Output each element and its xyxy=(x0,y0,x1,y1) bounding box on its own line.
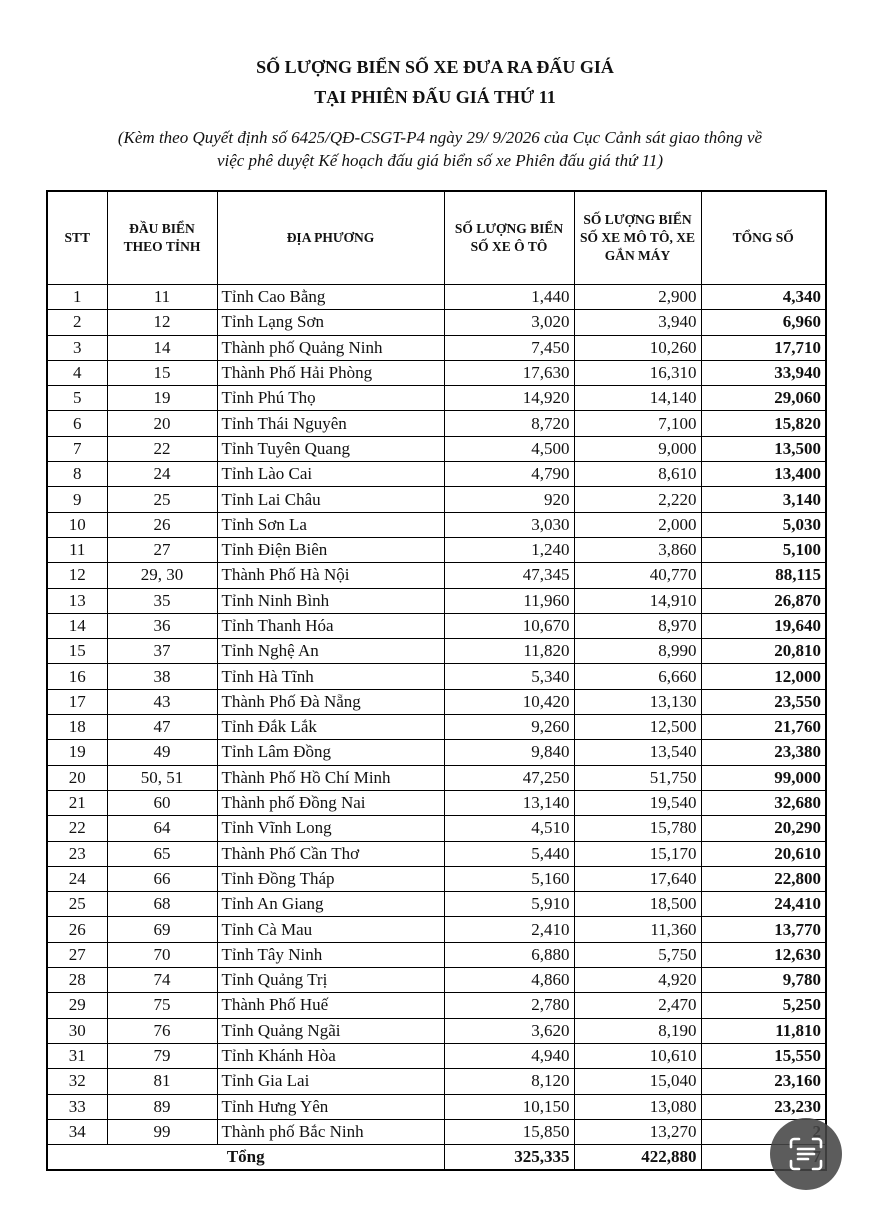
cell-dia-phuong: Tỉnh Tuyên Quang xyxy=(217,436,444,461)
cell-stt: 11 xyxy=(47,537,107,562)
cell-tong: 15,550 xyxy=(701,1043,826,1068)
cell-dia-phuong: Tỉnh Phú Thọ xyxy=(217,386,444,411)
cell-dau-bien: 14 xyxy=(107,335,217,360)
cell-dau-bien: 74 xyxy=(107,968,217,993)
document-title-line1: SỐ LƯỢNG BIỂN SỐ XE ĐƯA RA ĐẤU GIÁ xyxy=(256,57,614,77)
table-row xyxy=(47,1119,826,1144)
cell-dia-phuong: Tỉnh Điện Biên xyxy=(217,537,444,562)
header-oto: SỐ LƯỢNG BIỂN SỐ XE Ô TÔ xyxy=(444,191,574,285)
cell-moto: 16,310 xyxy=(574,360,701,385)
cell-tong: 23,230 xyxy=(701,1094,826,1119)
cell-oto: 8,720 xyxy=(444,411,574,436)
cell-stt: 23 xyxy=(47,841,107,866)
cell-tong: 13,770 xyxy=(701,917,826,942)
cell-dau-bien: 50, 51 xyxy=(107,765,217,790)
cell-oto: 920 xyxy=(444,487,574,512)
cell-stt: 32 xyxy=(47,1069,107,1094)
cell-dia-phuong: Thành Phố Hà Nội xyxy=(217,563,444,588)
table-row xyxy=(47,386,826,411)
cell-stt: 19 xyxy=(47,740,107,765)
cell-moto: 8,190 xyxy=(574,1018,701,1043)
cell-tong: 3,140 xyxy=(701,487,826,512)
cell-tong: 23,550 xyxy=(701,689,826,714)
cell-dia-phuong: Tỉnh Thái Nguyên xyxy=(217,411,444,436)
cell-stt: 20 xyxy=(47,765,107,790)
cell-oto: 1,440 xyxy=(444,285,574,310)
table-total-row xyxy=(47,1145,826,1171)
cell-moto: 6,660 xyxy=(574,664,701,689)
cell-moto: 17,640 xyxy=(574,866,701,891)
cell-stt: 34 xyxy=(47,1119,107,1144)
cell-dia-phuong: Tỉnh Đắk Lắk xyxy=(217,715,444,740)
cell-stt: 28 xyxy=(47,968,107,993)
cell-moto: 2,900 xyxy=(574,285,701,310)
cell-tong: 26,870 xyxy=(701,588,826,613)
cell-dia-phuong: Tỉnh Quảng Trị xyxy=(217,968,444,993)
table-row xyxy=(47,1043,826,1068)
cell-tong: 24,410 xyxy=(701,892,826,917)
cell-tong: 5,100 xyxy=(701,537,826,562)
cell-stt: 26 xyxy=(47,917,107,942)
cell-dia-phuong: Tỉnh An Giang xyxy=(217,892,444,917)
cell-dia-phuong: Thành phố Bắc Ninh xyxy=(217,1119,444,1144)
cell-dau-bien: 38 xyxy=(107,664,217,689)
cell-oto: 2,410 xyxy=(444,917,574,942)
table-row xyxy=(47,993,826,1018)
cell-stt: 13 xyxy=(47,588,107,613)
cell-stt: 24 xyxy=(47,866,107,891)
cell-stt: 27 xyxy=(47,942,107,967)
table-row xyxy=(47,537,826,562)
cell-oto: 5,910 xyxy=(444,892,574,917)
cell-moto: 15,040 xyxy=(574,1069,701,1094)
cell-dia-phuong: Thành Phố Đà Nẵng xyxy=(217,689,444,714)
cell-dia-phuong: Tỉnh Cà Mau xyxy=(217,917,444,942)
cell-stt: 16 xyxy=(47,664,107,689)
cell-oto: 3,030 xyxy=(444,512,574,537)
cell-moto: 15,780 xyxy=(574,816,701,841)
cell-oto: 11,960 xyxy=(444,588,574,613)
cell-moto: 2,000 xyxy=(574,512,701,537)
cell-oto: 15,850 xyxy=(444,1119,574,1144)
cell-moto: 15,170 xyxy=(574,841,701,866)
cell-oto: 3,620 xyxy=(444,1018,574,1043)
cell-dau-bien: 76 xyxy=(107,1018,217,1043)
cell-tong: 22,800 xyxy=(701,866,826,891)
table-row xyxy=(47,613,826,638)
cell-moto: 4,920 xyxy=(574,968,701,993)
cell-dau-bien: 25 xyxy=(107,487,217,512)
cell-dia-phuong: Tỉnh Vĩnh Long xyxy=(217,816,444,841)
cell-dia-phuong: Tỉnh Quảng Ngãi xyxy=(217,1018,444,1043)
cell-stt: 5 xyxy=(47,386,107,411)
table-row xyxy=(47,892,826,917)
cell-moto: 8,610 xyxy=(574,462,701,487)
cell-dau-bien: 11 xyxy=(107,285,217,310)
cell-stt: 21 xyxy=(47,790,107,815)
cell-dia-phuong: Tỉnh Thanh Hóa xyxy=(217,613,444,638)
cell-tong: 29,060 xyxy=(701,386,826,411)
document-title-line2: TẠI PHIÊN ĐẤU GIÁ THỨ 11 xyxy=(314,87,556,107)
cell-tong: 4,340 xyxy=(701,285,826,310)
cell-oto: 5,160 xyxy=(444,866,574,891)
cell-oto: 7,450 xyxy=(444,335,574,360)
cell-dia-phuong: Tỉnh Ninh Bình xyxy=(217,588,444,613)
subtitle-line1: (Kèm theo Quyết định số 6425/QĐ-CSGT-P4 ngày 29/ 9/2026 của Cục Cảnh sát giao thông về xyxy=(117,128,763,147)
cell-dia-phuong: Tỉnh Cao Bằng xyxy=(217,285,444,310)
cell-dia-phuong: Tỉnh Đồng Tháp xyxy=(217,866,444,891)
cell-moto: 2,470 xyxy=(574,993,701,1018)
cell-stt: 6 xyxy=(47,411,107,436)
cell-tong: 12,000 xyxy=(701,664,826,689)
cell-tong: 6,960 xyxy=(701,310,826,335)
cell-stt: 17 xyxy=(47,689,107,714)
cell-tong: 23,380 xyxy=(701,740,826,765)
cell-moto: 7,100 xyxy=(574,411,701,436)
cell-oto: 1,240 xyxy=(444,537,574,562)
table-row xyxy=(47,689,826,714)
cell-stt: 18 xyxy=(47,715,107,740)
cell-dia-phuong: Tỉnh Sơn La xyxy=(217,512,444,537)
cell-dau-bien: 37 xyxy=(107,639,217,664)
cell-moto: 12,500 xyxy=(574,715,701,740)
cell-dau-bien: 99 xyxy=(107,1119,217,1144)
table-row xyxy=(47,512,826,537)
cell-tong: 88,115 xyxy=(701,563,826,588)
cell-dau-bien: 79 xyxy=(107,1043,217,1068)
cell-oto: 4,860 xyxy=(444,968,574,993)
cell-stt: 31 xyxy=(47,1043,107,1068)
scan-text-button[interactable] xyxy=(770,1118,842,1190)
cell-dia-phuong: Tỉnh Hưng Yên xyxy=(217,1094,444,1119)
cell-oto: 4,510 xyxy=(444,816,574,841)
table-row xyxy=(47,360,826,385)
cell-stt: 14 xyxy=(47,613,107,638)
cell-stt: 3 xyxy=(47,335,107,360)
cell-oto: 4,790 xyxy=(444,462,574,487)
table-row xyxy=(47,765,826,790)
cell-oto: 5,340 xyxy=(444,664,574,689)
cell-dau-bien: 60 xyxy=(107,790,217,815)
cell-tong: 5,030 xyxy=(701,512,826,537)
total-oto: 325,335 xyxy=(444,1145,574,1171)
table-row xyxy=(47,1018,826,1043)
cell-tong: 99,000 xyxy=(701,765,826,790)
table-row xyxy=(47,740,826,765)
cell-dia-phuong: Thành Phố Hồ Chí Minh xyxy=(217,765,444,790)
cell-tong: 5,250 xyxy=(701,993,826,1018)
cell-dia-phuong: Thành phố Đồng Nai xyxy=(217,790,444,815)
cell-oto: 10,670 xyxy=(444,613,574,638)
cell-moto: 3,860 xyxy=(574,537,701,562)
cell-moto: 51,750 xyxy=(574,765,701,790)
table-row xyxy=(47,411,826,436)
cell-moto: 40,770 xyxy=(574,563,701,588)
cell-oto: 5,440 xyxy=(444,841,574,866)
table-row xyxy=(47,1094,826,1119)
cell-oto: 6,880 xyxy=(444,942,574,967)
header-stt: STT xyxy=(47,191,107,285)
table-row xyxy=(47,563,826,588)
cell-tong: 15,820 xyxy=(701,411,826,436)
cell-dau-bien: 65 xyxy=(107,841,217,866)
cell-oto: 3,020 xyxy=(444,310,574,335)
table-row xyxy=(47,968,826,993)
cell-moto: 13,130 xyxy=(574,689,701,714)
cell-dia-phuong: Tỉnh Khánh Hòa xyxy=(217,1043,444,1068)
header-dau-bien: ĐẦU BIỂN THEO TỈNH xyxy=(107,191,217,285)
cell-moto: 13,270 xyxy=(574,1119,701,1144)
cell-oto: 9,260 xyxy=(444,715,574,740)
cell-dia-phuong: Tỉnh Hà Tĩnh xyxy=(217,664,444,689)
subtitle-line2: việc phê duyệt Kế hoạch đấu giá biển số xe Phiên đấu giá thứ 11) xyxy=(216,151,664,170)
cell-moto: 5,750 xyxy=(574,942,701,967)
table-row xyxy=(47,310,826,335)
cell-dau-bien: 49 xyxy=(107,740,217,765)
document-subtitle xyxy=(60,126,820,172)
cell-dau-bien: 24 xyxy=(107,462,217,487)
total-moto: 422,880 xyxy=(574,1145,701,1171)
cell-dau-bien: 22 xyxy=(107,436,217,461)
cell-tong: 33,940 xyxy=(701,360,826,385)
table-row xyxy=(47,715,826,740)
table-body xyxy=(47,285,826,1145)
cell-oto: 4,500 xyxy=(444,436,574,461)
cell-tong: 32,680 xyxy=(701,790,826,815)
cell-oto: 2,780 xyxy=(444,993,574,1018)
cell-dia-phuong: Thành phố Quảng Ninh xyxy=(217,335,444,360)
cell-dia-phuong: Tỉnh Lâm Đồng xyxy=(217,740,444,765)
table-row xyxy=(47,335,826,360)
cell-moto: 8,970 xyxy=(574,613,701,638)
cell-dau-bien: 69 xyxy=(107,917,217,942)
scan-text-icon xyxy=(788,1136,824,1172)
cell-stt: 1 xyxy=(47,285,107,310)
cell-moto: 8,990 xyxy=(574,639,701,664)
cell-tong: 13,400 xyxy=(701,462,826,487)
table-row xyxy=(47,588,826,613)
cell-moto: 18,500 xyxy=(574,892,701,917)
table-row xyxy=(47,790,826,815)
cell-moto: 14,910 xyxy=(574,588,701,613)
cell-oto: 10,150 xyxy=(444,1094,574,1119)
cell-stt: 22 xyxy=(47,816,107,841)
cell-tong: 19,640 xyxy=(701,613,826,638)
cell-stt: 4 xyxy=(47,360,107,385)
cell-dau-bien: 12 xyxy=(107,310,217,335)
cell-tong: 23,160 xyxy=(701,1069,826,1094)
cell-dia-phuong: Tỉnh Lạng Sơn xyxy=(217,310,444,335)
cell-stt: 30 xyxy=(47,1018,107,1043)
cell-oto: 9,840 xyxy=(444,740,574,765)
cell-dau-bien: 29, 30 xyxy=(107,563,217,588)
total-label: Tổng xyxy=(47,1145,444,1171)
cell-oto: 14,920 xyxy=(444,386,574,411)
cell-tong: 13,500 xyxy=(701,436,826,461)
cell-oto: 8,120 xyxy=(444,1069,574,1094)
table-row xyxy=(47,917,826,942)
header-dia-phuong: ĐỊA PHƯƠNG xyxy=(217,191,444,285)
cell-stt: 29 xyxy=(47,993,107,1018)
cell-moto: 3,940 xyxy=(574,310,701,335)
cell-dau-bien: 89 xyxy=(107,1094,217,1119)
cell-dau-bien: 15 xyxy=(107,360,217,385)
cell-dau-bien: 27 xyxy=(107,537,217,562)
cell-dia-phuong: Tỉnh Lai Châu xyxy=(217,487,444,512)
cell-dau-bien: 81 xyxy=(107,1069,217,1094)
cell-oto: 11,820 xyxy=(444,639,574,664)
cell-oto: 10,420 xyxy=(444,689,574,714)
cell-dau-bien: 47 xyxy=(107,715,217,740)
cell-tong: 20,810 xyxy=(701,639,826,664)
table-row xyxy=(47,285,826,310)
cell-tong: 20,610 xyxy=(701,841,826,866)
cell-tong: 9,780 xyxy=(701,968,826,993)
table-row xyxy=(47,664,826,689)
cell-moto: 10,260 xyxy=(574,335,701,360)
table-row xyxy=(47,436,826,461)
cell-stt: 10 xyxy=(47,512,107,537)
table-row xyxy=(47,462,826,487)
cell-dau-bien: 35 xyxy=(107,588,217,613)
plates-table xyxy=(46,190,827,1171)
cell-dia-phuong: Thành Phố Hải Phòng xyxy=(217,360,444,385)
cell-tong: 20,290 xyxy=(701,816,826,841)
cell-tong: 11,810 xyxy=(701,1018,826,1043)
cell-stt: 9 xyxy=(47,487,107,512)
cell-tong: 21,760 xyxy=(701,715,826,740)
cell-dau-bien: 64 xyxy=(107,816,217,841)
cell-moto: 2,220 xyxy=(574,487,701,512)
cell-dia-phuong: Tỉnh Tây Ninh xyxy=(217,942,444,967)
cell-tong: 17,710 xyxy=(701,335,826,360)
cell-dia-phuong: Tỉnh Lào Cai xyxy=(217,462,444,487)
cell-moto: 13,080 xyxy=(574,1094,701,1119)
cell-dau-bien: 19 xyxy=(107,386,217,411)
table-row xyxy=(47,487,826,512)
cell-dau-bien: 43 xyxy=(107,689,217,714)
table-row xyxy=(47,841,826,866)
table-row xyxy=(47,816,826,841)
table-row xyxy=(47,1069,826,1094)
cell-stt: 15 xyxy=(47,639,107,664)
table-row xyxy=(47,866,826,891)
cell-dau-bien: 36 xyxy=(107,613,217,638)
cell-dau-bien: 66 xyxy=(107,866,217,891)
cell-dau-bien: 70 xyxy=(107,942,217,967)
header-moto: SỐ LƯỢNG BIỂN SỐ XE MÔ TÔ, XE GẮN MÁY xyxy=(574,191,701,285)
cell-tong: 12,630 xyxy=(701,942,826,967)
cell-dia-phuong: Thành Phố Cần Thơ xyxy=(217,841,444,866)
cell-moto: 14,140 xyxy=(574,386,701,411)
cell-dau-bien: 26 xyxy=(107,512,217,537)
cell-stt: 12 xyxy=(47,563,107,588)
cell-moto: 13,540 xyxy=(574,740,701,765)
cell-oto: 17,630 xyxy=(444,360,574,385)
cell-oto: 47,345 xyxy=(444,563,574,588)
cell-moto: 19,540 xyxy=(574,790,701,815)
cell-dau-bien: 20 xyxy=(107,411,217,436)
table-header-row xyxy=(47,191,826,285)
cell-dia-phuong: Tỉnh Gia Lai xyxy=(217,1069,444,1094)
cell-stt: 7 xyxy=(47,436,107,461)
cell-dia-phuong: Tỉnh Nghệ An xyxy=(217,639,444,664)
table-row xyxy=(47,639,826,664)
cell-stt: 2 xyxy=(47,310,107,335)
cell-oto: 4,940 xyxy=(444,1043,574,1068)
table-row xyxy=(47,942,826,967)
cell-stt: 8 xyxy=(47,462,107,487)
cell-moto: 9,000 xyxy=(574,436,701,461)
cell-oto: 13,140 xyxy=(444,790,574,815)
header-tong: TỔNG SỐ xyxy=(701,191,826,285)
cell-dau-bien: 75 xyxy=(107,993,217,1018)
cell-dau-bien: 68 xyxy=(107,892,217,917)
cell-stt: 25 xyxy=(47,892,107,917)
cell-moto: 10,610 xyxy=(574,1043,701,1068)
cell-dia-phuong: Thành Phố Huế xyxy=(217,993,444,1018)
cell-oto: 47,250 xyxy=(444,765,574,790)
cell-moto: 11,360 xyxy=(574,917,701,942)
cell-stt: 33 xyxy=(47,1094,107,1119)
